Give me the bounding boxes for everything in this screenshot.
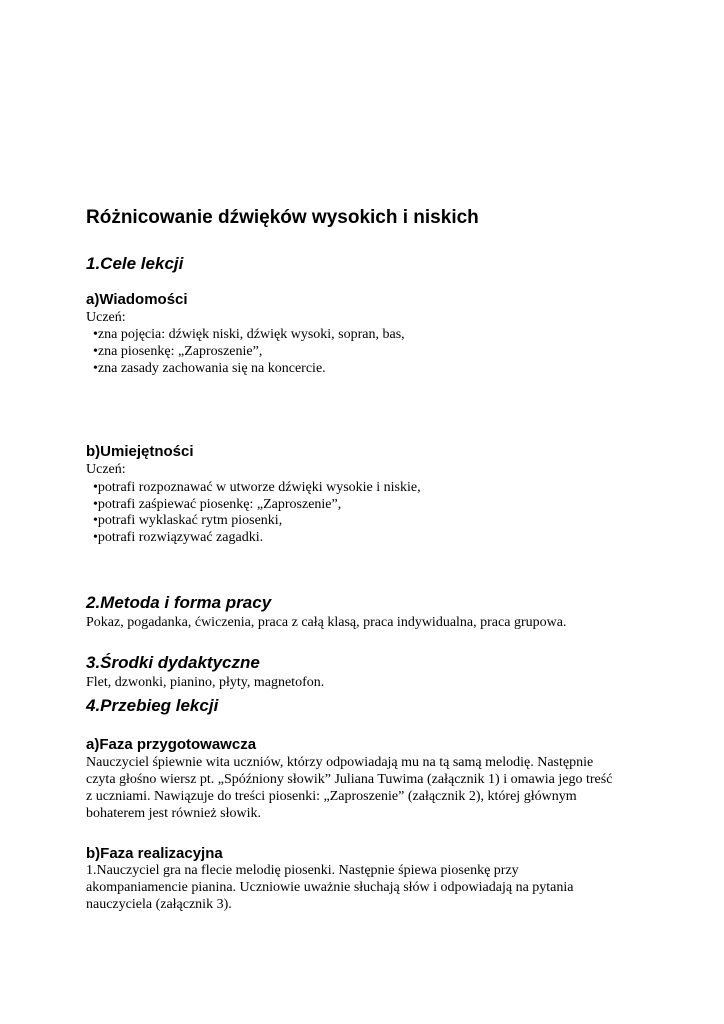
knowledge-item: •zna pojęcia: dźwięk niski, dźwięk wysoki, sopran, bas, [93,327,405,342]
subheading-preparatory-phase: a)Faza przygotowawcza [86,736,257,753]
materials-text: Flet, dzwonki, pianino, płyty, magnetofon. [86,675,325,690]
preparatory-line: czyta głośno wiersz pt. „Spóźniony słowik” Juliana Tuwima (załącznik 1) i omawia jego treść [86,772,613,787]
preparatory-line: z uczniami. Nawiązuje do treści piosenki: „Zaproszenie” (załącznik 2), której głównym [86,789,577,804]
skills-intro: Uczeń: [86,462,126,477]
section-heading-materials: 3.Środki dydaktyczne [86,653,260,672]
subheading-skills: b)Umiejętności [86,443,194,460]
skills-item: •potrafi rozwiązywać zagadki. [93,530,264,545]
implementation-line: nauczyciela (załącznik 3). [86,897,232,912]
section-heading-goals: 1.Cele lekcji [86,254,184,273]
preparatory-line: Nauczyciel śpiewnie wita uczniów, którzy odpowiadają mu na tą samą melodię. Następnie [86,755,594,770]
knowledge-item: •zna zasady zachowania się na koncercie. [93,361,326,376]
skills-item: •potrafi rozpoznawać w utworze dźwięki wysokie i niskie, [93,480,421,495]
subheading-implementation-phase: b)Faza realizacyjna [86,845,223,862]
skills-item: •potrafi wyklaskać rytm piosenki, [93,513,283,528]
knowledge-intro: Uczeń: [86,310,126,325]
document-title: Różnicowanie dźwięków wysokich i niskich [86,207,479,228]
preparatory-line: bohaterem jest również słowik. [86,806,261,821]
implementation-line: akompaniamencie pianina. Uczniowie uważnie słuchają słów i odpowiadają na pytania [86,880,574,895]
knowledge-item: •zna piosenkę: „Zaproszenie”, [93,344,263,359]
section-heading-lesson-flow: 4.Przebieg lekcji [86,696,219,715]
subheading-knowledge: a)Wiadomości [86,291,188,308]
implementation-line: 1.Nauczyciel gra na flecie melodię piosenki. Następnie śpiewa piosenkę przy [86,863,519,878]
skills-item: •potrafi zaśpiewać piosenkę: „Zaproszenie”, [93,497,342,512]
section-heading-method: 2.Metoda i forma pracy [86,593,272,612]
method-text: Pokaz, pogadanka, ćwiczenia, praca z całą klasą, praca indywidualna, praca grupowa. [86,615,567,630]
